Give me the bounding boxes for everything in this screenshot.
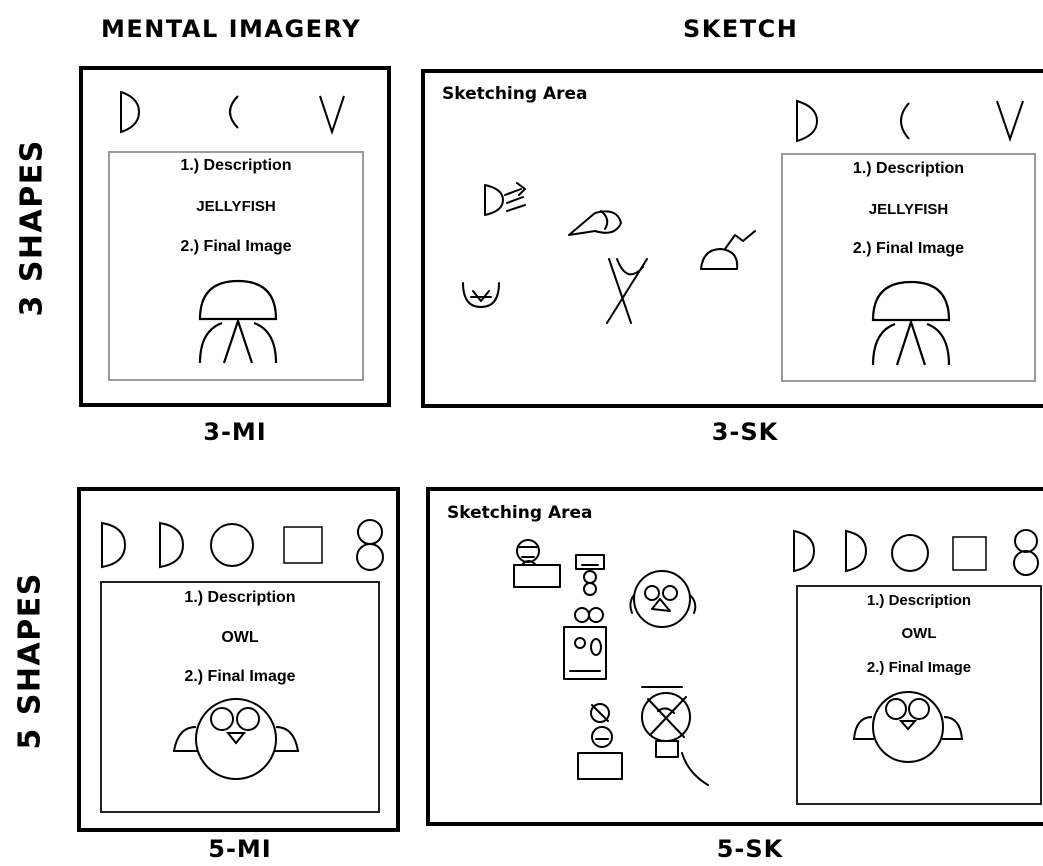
description-value: OWL <box>221 629 259 646</box>
task-box-3-sk <box>781 153 1036 382</box>
description-step-label: 1.) Description <box>852 160 965 177</box>
panel-5-sk <box>426 487 1043 826</box>
final-image-step-label: 2.) Final Image <box>184 668 296 685</box>
row-label-5-shapes: 5 SHAPES <box>12 572 48 750</box>
condition-label-3-mi: 3-MI <box>203 418 267 446</box>
description-step-label: 1.) Description <box>866 592 972 609</box>
square-shape-icon <box>284 527 322 563</box>
description-step-label: 1.) Description <box>184 589 296 606</box>
final-image-step-label: 2.) Final Image <box>180 238 292 255</box>
sketching-area-title: Sketching Area <box>447 503 593 523</box>
panel-5-mi <box>77 487 400 832</box>
d-shape-icon <box>121 92 139 132</box>
figure-eight-shape-icon <box>357 520 383 570</box>
circle-shape-icon <box>211 524 253 566</box>
sketching-area-title: Sketching Area <box>442 84 588 104</box>
panel-3-sk <box>421 69 1043 408</box>
task-box-3-mi <box>108 151 364 381</box>
row-label-3-shapes: 3 SHAPES <box>14 139 50 317</box>
d-shape-icon <box>102 523 125 567</box>
condition-label-5-sk: 5-SK <box>716 835 784 863</box>
description-value: JELLYFISH <box>868 201 949 218</box>
final-image-step-label: 2.) Final Image <box>866 659 972 676</box>
description-value: OWL <box>901 625 937 642</box>
panel-3-mi <box>79 66 391 407</box>
condition-label-3-sk: 3-SK <box>711 418 779 446</box>
owl-drawing <box>102 583 378 811</box>
heading-sketch: SKETCH <box>683 15 799 43</box>
v-shape-icon <box>320 96 344 132</box>
owl-drawing <box>798 587 1040 803</box>
jellyfish-drawing <box>110 153 362 379</box>
final-image-step-label: 2.) Final Image <box>852 240 965 257</box>
task-box-5-sk <box>796 585 1042 805</box>
description-step-label: 1.) Description <box>180 157 292 174</box>
condition-label-5-mi: 5-MI <box>208 835 272 863</box>
description-value: JELLYFISH <box>196 198 276 215</box>
d-shape-icon <box>160 523 183 567</box>
task-box-5-mi <box>100 581 380 813</box>
heading-mental-imagery: MENTAL IMAGERY <box>101 15 362 43</box>
jellyfish-drawing <box>783 155 1034 380</box>
c-shape-icon <box>230 96 238 128</box>
